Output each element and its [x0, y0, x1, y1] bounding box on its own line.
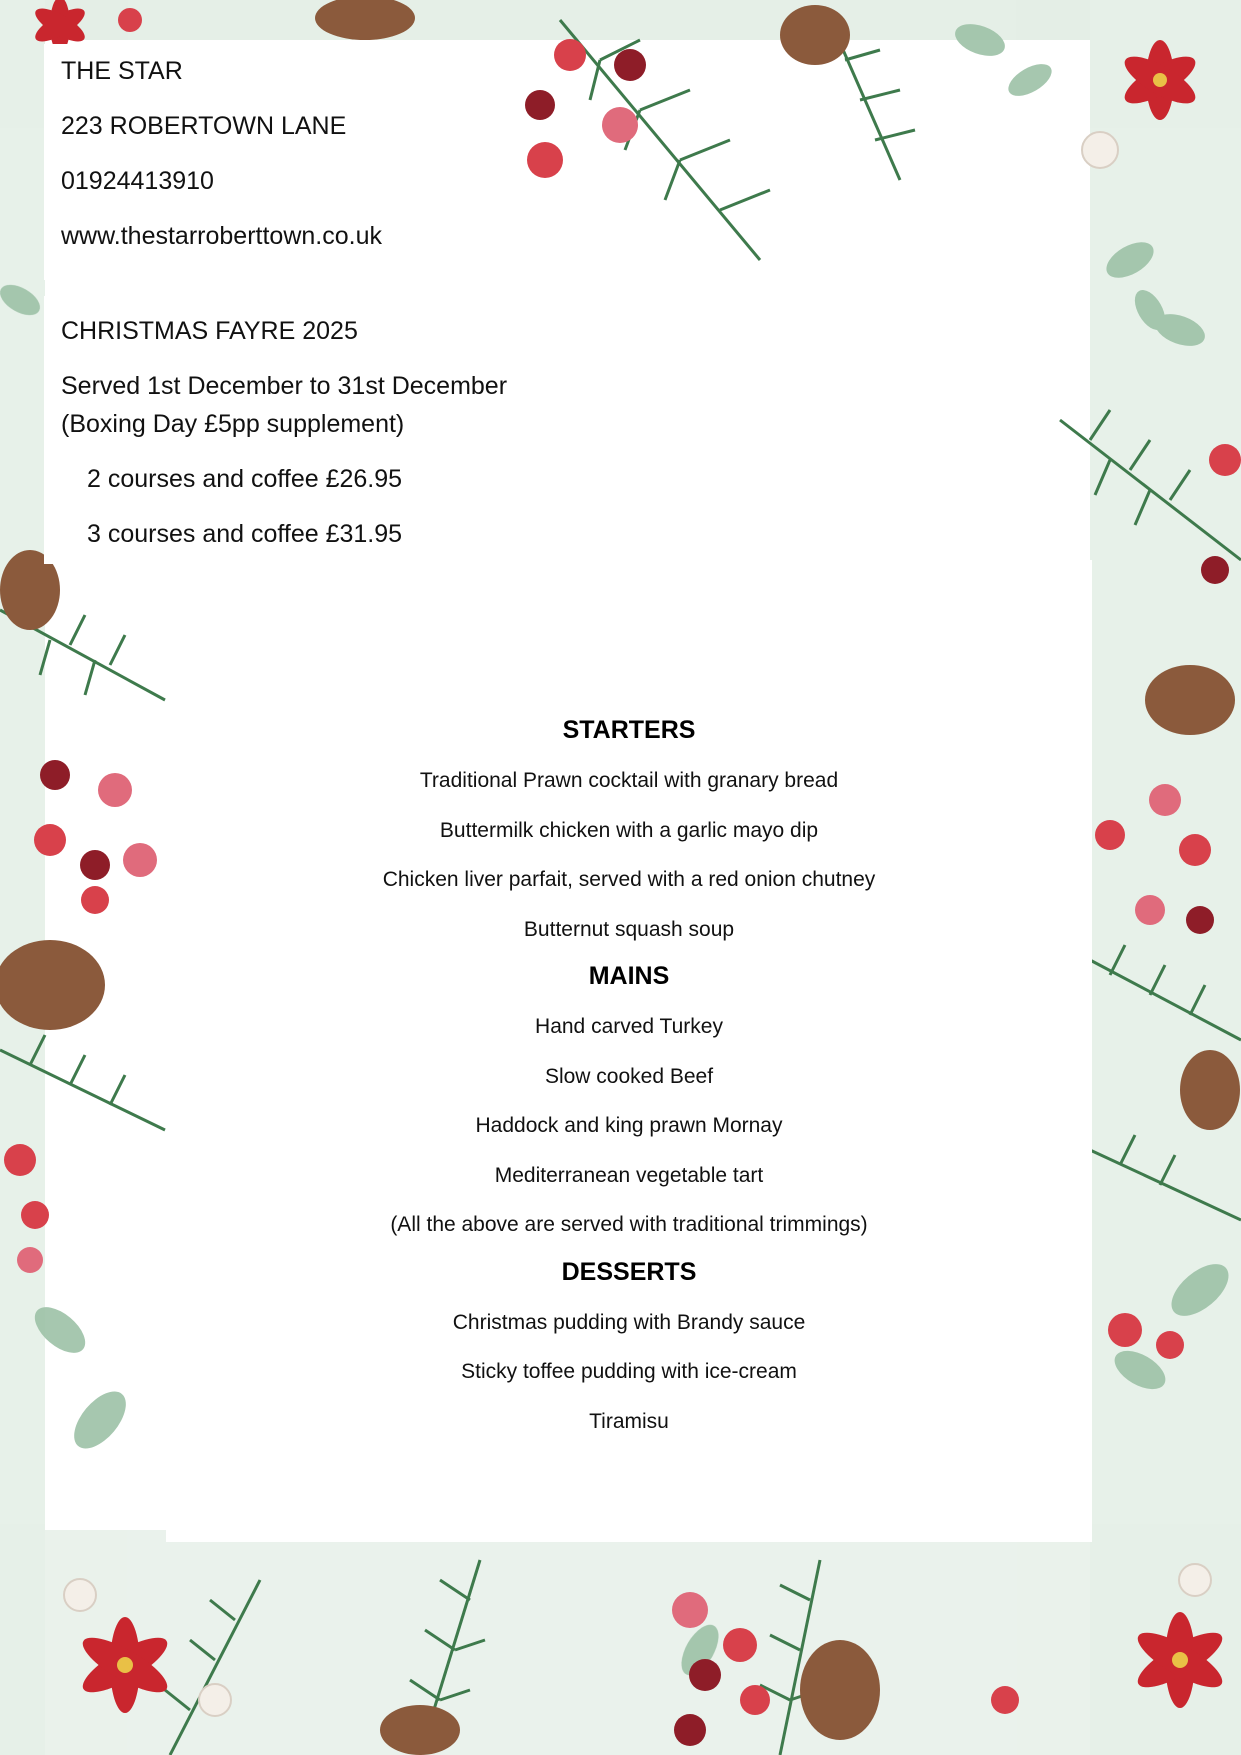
starters-heading: STARTERS — [562, 716, 696, 744]
restaurant-name: THE STAR — [61, 57, 183, 85]
offer-served-dates: Served 1st December to 31st December — [61, 372, 508, 400]
menu-list — [166, 708, 1092, 1446]
starter-item: Traditional Prawn cocktail with granary bread — [419, 769, 839, 792]
offer-title: CHRISTMAS FAYRE 2025 — [61, 317, 358, 345]
dessert-item: Christmas pudding with Brandy sauce — [452, 1310, 806, 1334]
desserts-heading: DESSERTS — [561, 1257, 697, 1286]
mains-note: (All the above are served with traditional trimmings) — [390, 1213, 868, 1236]
dessert-item: Sticky toffee pudding with ice-cream — [461, 1360, 797, 1383]
dessert-item: Tiramisu — [589, 1409, 669, 1433]
restaurant-phone: 01924413910 — [61, 167, 214, 195]
mains-heading: MAINS — [588, 962, 670, 990]
starter-item: Chicken liver parfait, served with a red onion chutney — [382, 868, 876, 891]
main-item: Haddock and king prawn Mornay — [475, 1114, 783, 1137]
main-item: Hand carved Turkey — [535, 1015, 723, 1038]
offer-supplement: (Boxing Day £5pp supplement) — [61, 410, 405, 438]
offer-price-two-courses: 2 courses and coffee £26.95 — [87, 465, 403, 493]
main-item: Slow cooked Beef — [544, 1064, 714, 1088]
main-item: Mediterranean vegetable tart — [494, 1163, 764, 1187]
offer-price-three-courses: 3 courses and coffee £31.95 — [87, 520, 403, 548]
starter-item: Buttermilk chicken with a garlic mayo dip — [439, 818, 819, 842]
restaurant-address: 223 ROBERTOWN LANE — [61, 112, 347, 140]
starter-item: Butternut squash soup — [523, 917, 735, 941]
restaurant-website: www.thestarroberttown.co.uk — [61, 222, 382, 250]
